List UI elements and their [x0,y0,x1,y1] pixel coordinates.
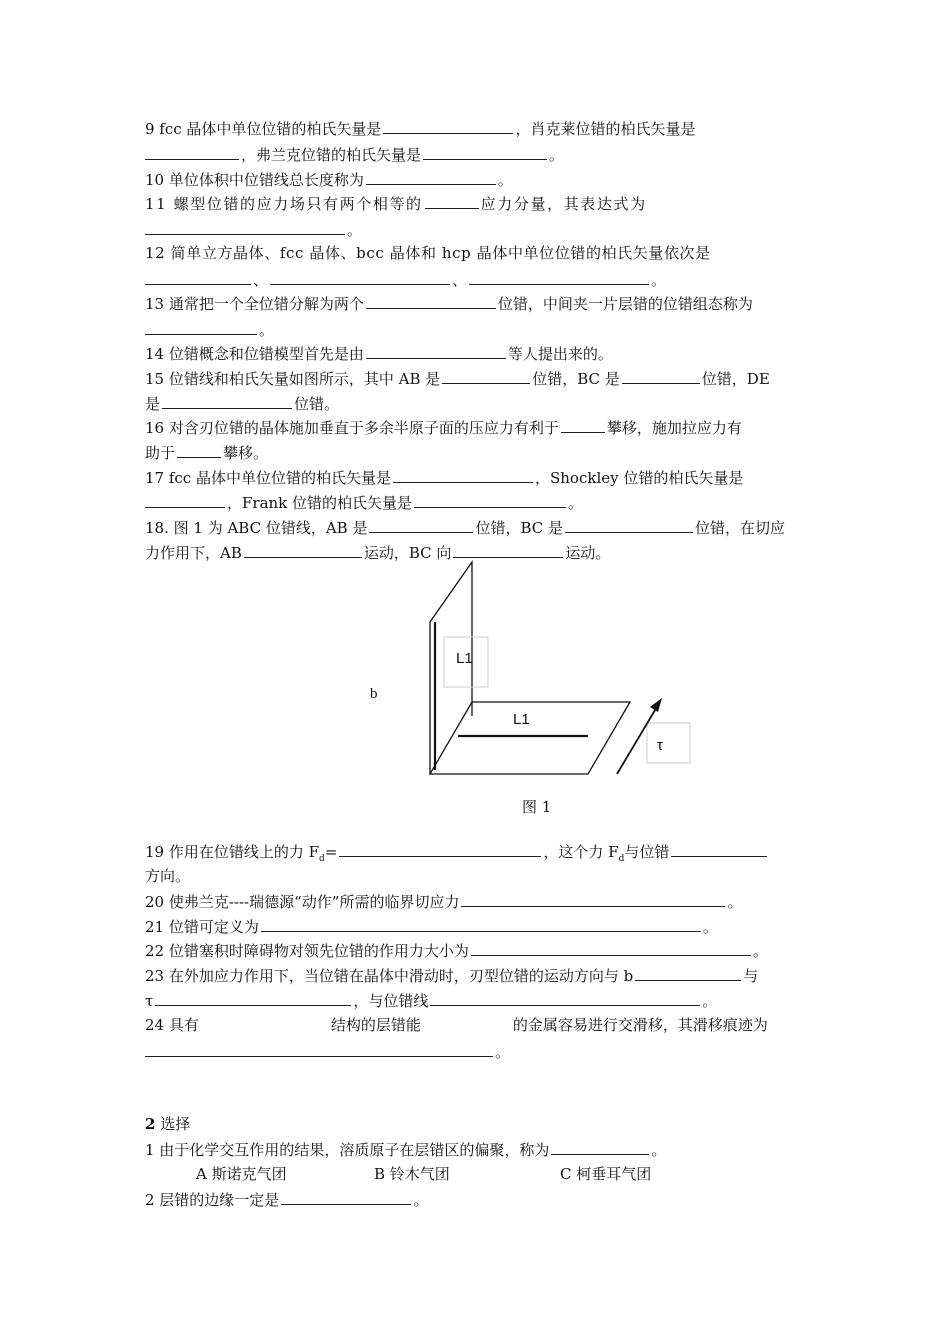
blank[interactable] [145,319,257,335]
blank[interactable] [145,1041,493,1057]
horizontal-plane [430,702,630,774]
question-20: 20 使弗兰克----瑞德源“动作”所需的临界切应力 。 [145,893,743,911]
blank[interactable] [425,193,479,209]
question-9-line2: ，弗兰克位错的柏氏矢量是 。 [145,144,564,165]
blank[interactable] [162,393,292,409]
question-11-line1: 11 螺型位错的应力场只有两个相等的 应力分量，其表达式为 [145,195,647,213]
blank[interactable] [471,940,751,956]
blank[interactable] [145,144,239,160]
question-18-line1: 18. 图 1 为 ABC 位错线，AB 是 位错，BC 是 位错，在切应 [145,519,786,537]
blank[interactable] [565,517,693,533]
blank[interactable] [414,492,566,508]
blank[interactable] [622,368,700,384]
blank[interactable] [430,990,700,1006]
label-b: b [370,686,378,702]
question-17-line2: ，Frank 位错的柏氏矢量是 。 [145,492,583,513]
blank[interactable] [270,269,450,285]
option-c[interactable]: C 柯垂耳气团 [560,1165,652,1183]
blank[interactable] [155,990,351,1006]
question-24-line1: 24 具有 结构的层错能 的金属容易进行交滑移，其滑移痕迹为 [145,1016,768,1034]
question-13-line2: 。 [145,319,274,340]
blank[interactable] [281,1189,411,1205]
question-23-line1: 23 在外加应力作用下，当位错在晶体中滑动时，刃型位错的运动方向与 b 与 [145,967,759,985]
question-19-line1: 19 作用在位错线上的力 $F_d=$ ，这个力 $F_d$与位错 [145,841,769,869]
question-15-line1: 15 位错线和柏氏矢量如图所示，其中 AB 是 位错，BC 是 位错，DE [145,370,770,388]
stress-arrow-head [650,698,662,712]
blank[interactable] [393,467,533,483]
question-16-line1: 16 对含刃位错的晶体施加垂直于多余半原子面的压应力有利于 攀移，施加拉应力有 [145,419,742,437]
blank[interactable] [461,891,725,907]
question-24-line2: 。 [145,1041,510,1062]
question-18-line2: 力作用下，AB 运动，BC 向 运动。 [145,544,611,562]
option-a[interactable]: A 斯诺克气团 [196,1165,287,1183]
blank[interactable] [551,1139,649,1155]
question-17-line1: 17 fcc 晶体中单位位错的柏氏矢量是 ，Shockley 位错的柏氏矢量是 [145,469,744,487]
stress-arrow-shaft [617,705,658,774]
vertical-plane [430,562,472,774]
blank[interactable] [671,841,767,857]
blank[interactable] [261,916,701,932]
blank[interactable] [366,169,496,185]
choice-options [196,1164,651,1184]
blank[interactable] [561,417,605,433]
blank[interactable] [244,542,362,558]
label-l1-top: L1 [456,650,473,667]
question-22: 22 位错塞积时障碍物对领先位错的作用力大小为 。 [145,942,768,960]
question-14: 14 位错概念和位错模型首先是由 等人提出来的。 [145,345,613,363]
blank[interactable] [177,442,221,458]
question-12-line2: 、 、 。 [145,269,666,290]
blank[interactable] [145,219,345,235]
dislocation-figure [360,560,700,790]
label-l1-bottom: L1 [513,711,530,728]
blank[interactable] [635,965,741,981]
blank[interactable] [453,542,563,558]
section-2-heading: 2 选择 [145,1115,191,1133]
question-9-line1: 9 fcc 晶体中单位位错的柏氏矢量是 ，肖克莱位错的柏氏矢量是 [145,120,696,138]
question-13-line1: 13 通常把一个全位错分解为两个 位错，中间夹一片层错的位错组态称为 [145,295,753,313]
blank[interactable] [145,269,251,285]
question-10: 10 单位体积中位错线总长度称为 。 [145,171,513,189]
question-12-line1: 12 简单立方晶体、fcc 晶体、bcc 晶体和 hcp 晶体中单位位错的柏氏矢量依次是 [145,244,711,262]
label-tau: τ [657,737,663,754]
choice-question-1: 1 由于化学交互作用的结果，溶质原子在层错区的偏聚，称为 。 [145,1141,667,1159]
blank[interactable] [469,269,649,285]
blank[interactable] [383,118,513,134]
question-23-line2: τ ，与位错线 。 [145,992,718,1010]
label-box-tau [647,723,690,763]
blank[interactable] [145,492,225,508]
blank[interactable] [339,841,541,857]
blank[interactable] [369,517,473,533]
blank[interactable] [442,368,530,384]
question-15-line2: 是 位错。 [145,395,340,413]
question-19-line2: 方向。 [145,867,191,885]
blank[interactable] [366,343,506,359]
figure-caption: 图 1 [522,798,552,816]
choice-question-2: 2 层错的边缘一定是 。 [145,1191,429,1209]
option-b[interactable]: B 铃木气团 [374,1165,450,1183]
question-16-line2: 助于 攀移。 [145,444,269,462]
question-21: 21 位错可定义为 。 [145,918,718,936]
blank[interactable] [366,293,496,309]
question-11-line2: 。 [145,219,362,240]
blank[interactable] [423,144,547,160]
